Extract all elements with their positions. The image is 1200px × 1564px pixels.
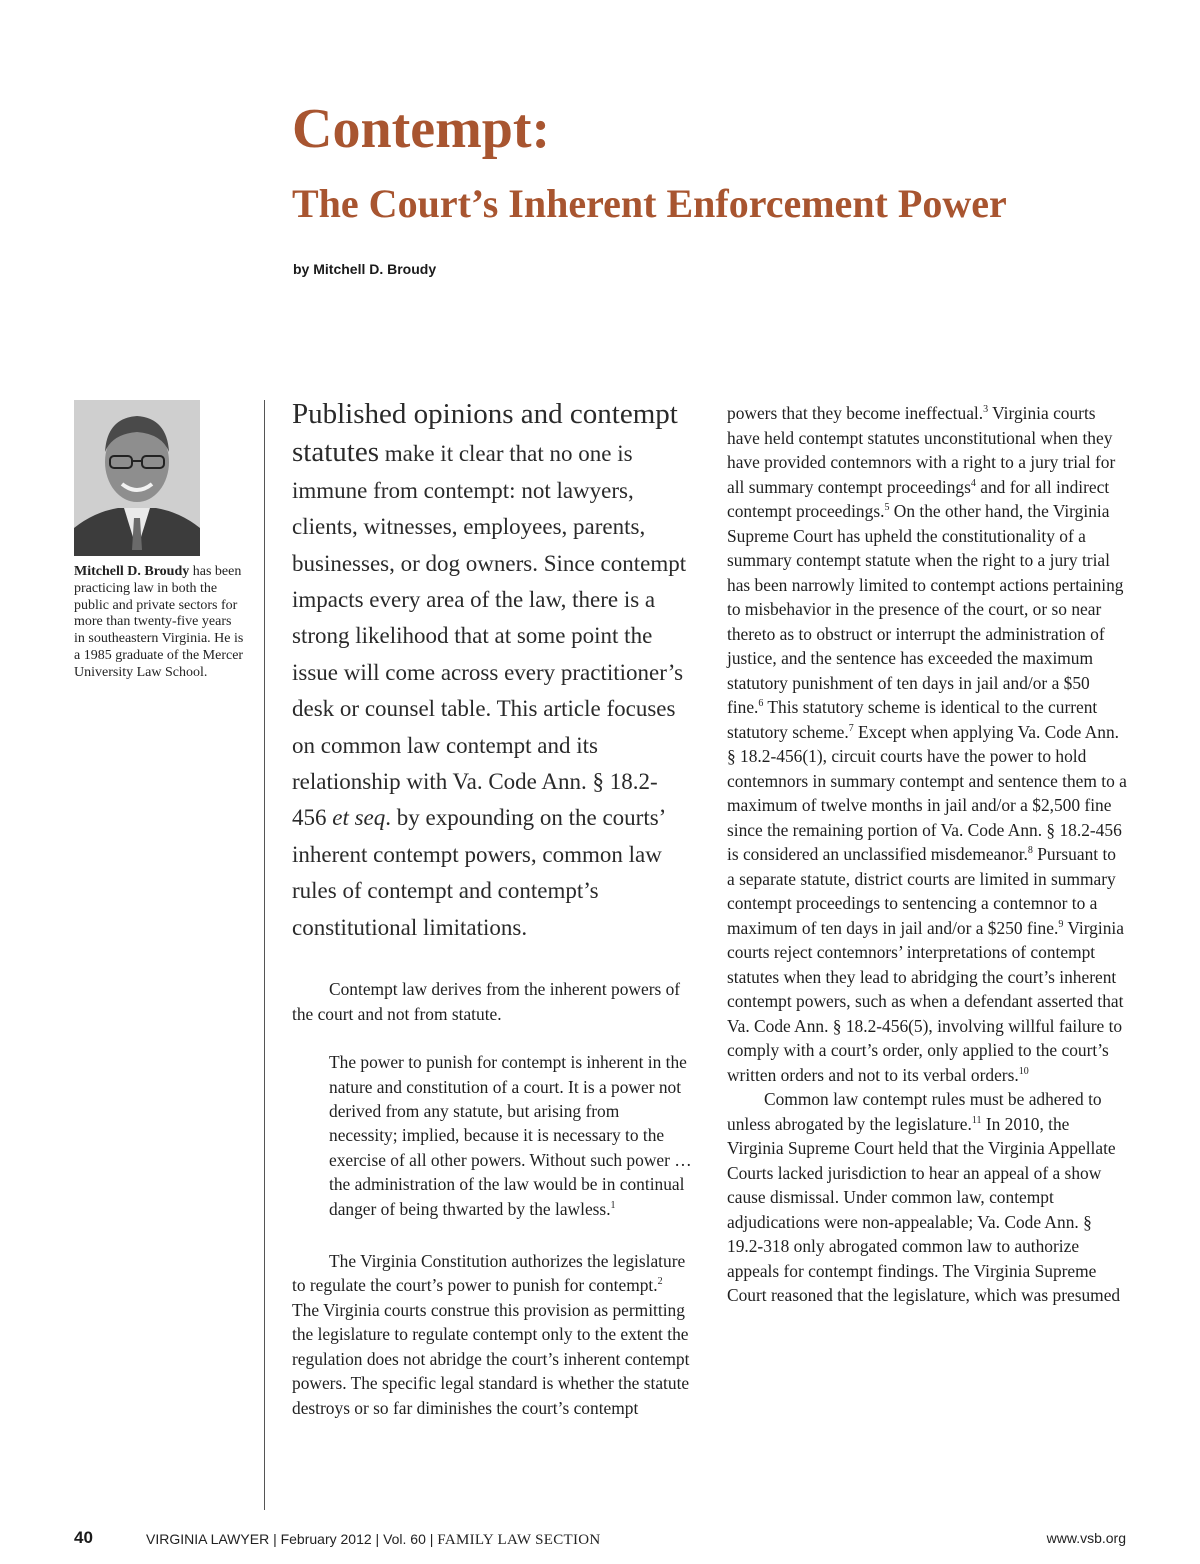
text-run: Except when applying Va. Code Ann. § 18.2-456(1), circuit courts have the power to hold contemnors in summary contempt and sentence them to a maximum of twelve months in jail and/or a $2,500 fine since the remaining portion of Va. Code Ann. § 18.2-456 is considered an unclassified misdemeanor. bbox=[727, 721, 1127, 864]
text-run: powers that they become ineffectual. bbox=[727, 403, 984, 423]
footnote-ref: 1 bbox=[610, 1199, 616, 1211]
text-run: Pursuant to a separate statute, district courts are limited in summary contempt proceedings to sentencing a contemnor to a maximum of ten days in jail and/or a $250 fine. bbox=[727, 844, 1116, 938]
text-run: This statutory scheme is identical to the current statutory scheme. bbox=[727, 697, 1098, 742]
body-paragraph-3 bbox=[727, 401, 1127, 1087]
block-quote bbox=[329, 1050, 692, 1221]
byline: by Mitchell D. Broudy bbox=[293, 261, 437, 277]
author-name: Mitchell D. Broudy bbox=[74, 564, 190, 579]
para2-text-b: The Virginia courts construe this provision as permitting the legislature to regulate contempt only to the extent the regulation does not abridge the court’s inherent contempt powers. The specific legal standard is whether the statute destroys or so far diminishes the court’s contempt bbox=[292, 1299, 690, 1418]
footnote-ref: 6 bbox=[758, 698, 764, 710]
lead-emphasis: Published opinions and contempt statutes bbox=[292, 398, 678, 469]
article-subtitle: The Court’s Inherent Enforcement Power bbox=[292, 181, 1007, 226]
lead-italic: et seq bbox=[332, 805, 386, 831]
lead-text-1: make it clear that no one is immune from contempt: not lawyers, clients, witnesses, employees, parents, businesses, or dog owners. Since contempt impacts every area of the law, there is a strong likelihood that at some point the issue will come across every practitioner’s desk or counsel table. This article focuses on common law contempt and its relationship with Va. Code Ann. § 18.2-456 bbox=[292, 441, 687, 831]
lead-text-2: . by expounding on the courts’ inherent contempt powers, common law rules of contempt and contempt’s constitutional limitations. bbox=[292, 805, 665, 940]
footnote-ref: 2 bbox=[657, 1276, 663, 1288]
text-run: Common law contempt rules must be adhered to unless abrogated by the legislature. bbox=[727, 1089, 1102, 1134]
column-divider bbox=[264, 400, 265, 1510]
lead-paragraph bbox=[292, 396, 692, 946]
body-paragraph-1: Contempt law derives from the inherent powers of the court and not from statute. bbox=[292, 979, 681, 1024]
para2-text-a: The Virginia Constitution authorizes the legislature to regulate the court’s power to punish for contempt. bbox=[292, 1250, 686, 1296]
footnote-ref: 8 bbox=[1027, 845, 1033, 857]
website-url[interactable]: www.vsb.org bbox=[1046, 1530, 1126, 1546]
footnote-ref: 9 bbox=[1058, 918, 1064, 930]
footnote-ref: 11 bbox=[971, 1114, 982, 1126]
footnote-ref: 7 bbox=[848, 722, 854, 734]
footnote-ref: 10 bbox=[1018, 1065, 1029, 1077]
text-run: In 2010, the Virginia Supreme Court held that the Virginia Appellate Courts lacked jurisdiction to hear an appeal of a show cause dismissal. Under common law, contempt adjudications were non-appealable; Va. Code Ann. § 19.2-318 only abrogated common law to authorize appeals for contempt findings. The Virginia Supreme Court reasoned that the legislature, which was presumed bbox=[727, 1113, 1121, 1305]
author-bio-text: has been practicing law in both the public and private sectors for more than twenty-five years in southeastern Virginia. He is a 1985 graduate of the Mercer University Law School. bbox=[74, 564, 244, 680]
page-number: 40 bbox=[74, 1528, 93, 1547]
text-run: On the other hand, the Virginia Supreme Court has upheld the constitutionality of a summary contempt statute when the right to a jury trial has been narrowly limited to contempt actions pertaining to misbehavior in the presence of the court, or so near thereto as to obstruct or interrupt the administration of justice, and the sentence has exceeded the maximum statutory punishment of ten days in jail and/or a $50 fine. bbox=[727, 501, 1124, 717]
text-run: Virginia courts reject contemnors’ interpretations of contempt statutes when they lead to abridging the court’s inherent contempt powers, such as when a defendant asserted that Va. Code Ann. § 18.2-456(5), involving willful failure to comply with a court’s order, only applied to the court’s written orders and not to its verbal orders. bbox=[727, 917, 1124, 1085]
publication-text: VIRGINIA LAWYER | February 2012 | Vol. 60 | bbox=[146, 1531, 438, 1547]
footnote-ref: 5 bbox=[884, 502, 890, 514]
author-photo bbox=[74, 400, 200, 556]
body-paragraph-2 bbox=[292, 1249, 692, 1421]
section-label: FAMILY LAW SECTION bbox=[437, 1532, 601, 1548]
author-bio bbox=[74, 564, 244, 682]
author-portrait-image bbox=[74, 400, 200, 556]
publication-info bbox=[146, 1531, 601, 1549]
page-footer bbox=[74, 1528, 1126, 1552]
footnote-ref: 3 bbox=[983, 404, 989, 416]
body-paragraph-4 bbox=[727, 1087, 1127, 1308]
article-title: Contempt: bbox=[292, 98, 551, 160]
block-quote-text: The power to punish for contempt is inherent in the nature and constitution of a court. It is a power not derived from any statute, but arising from necessity; implied, because it is necessary to the exercise of all other powers. Without such power … the administration of the law would be in continual danger of being thwarted by the lawless. bbox=[329, 1052, 692, 1219]
column-1 bbox=[292, 396, 692, 1420]
footnote-ref: 4 bbox=[970, 477, 976, 489]
text-run: Virginia courts have held contempt statutes unconstitutional when they have provided contemnors with a right to a jury trial for all summary contempt proceedings bbox=[727, 403, 1116, 497]
column-2 bbox=[727, 401, 1127, 1308]
text-run: and for all indirect contempt proceedings. bbox=[727, 476, 1110, 521]
